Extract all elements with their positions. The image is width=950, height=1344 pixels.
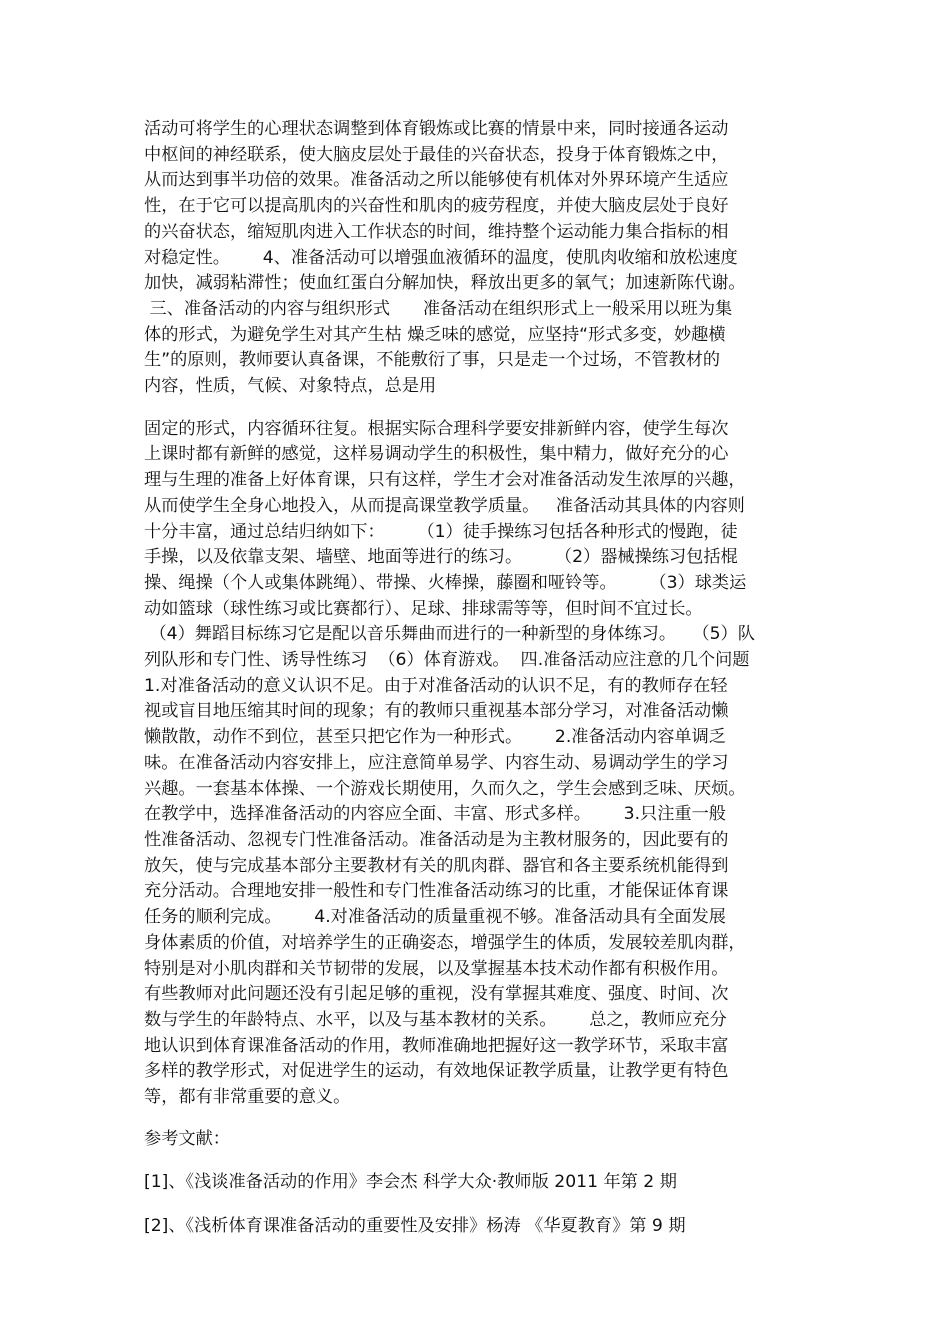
text-line: 任务的顺利完成。 4.对准备活动的质量重视不够。准备活动具有全面发展 <box>144 907 726 928</box>
text-line: （4）舞蹈目标练习它是配以音乐舞曲而进行的一种新型的身体练习。 （5）队 <box>144 624 755 645</box>
text-line: 固定的形式，内容循环往复。根据实际合理科学要安排新鲜内容，使学生每次 <box>144 418 729 439</box>
body-paragraph-2 <box>144 417 816 1111</box>
text-line: 有些教师对此问题还没有引起足够的重视，没有掌握其难度、强度、时间、次 <box>144 984 729 1005</box>
text-line: 视或盲目地压缩其时间的现象；有的教师只重视基本部分学习，对准备活动懒 <box>144 701 729 722</box>
body-paragraph-1 <box>144 117 816 400</box>
text-line: 特别是对小肌肉群和关节韧带的发展，以及掌握基本技术动作都有积极作用。 <box>144 958 729 979</box>
text-line: 活动可将学生的心理状态调整到体育锻炼或比赛的情景中来，同时接通各运动 <box>144 119 729 139</box>
text-line: 数与学生的年龄特点、水平，以及与基本教材的关系。 总之，教师应充分 <box>144 1009 727 1030</box>
text-line: 体的形式，为避免学生对其产生枯 燥乏味的感觉，应坚持“形式多变，妙趣横 <box>144 324 726 345</box>
text-line: 列队形和专门性、诱导性练习 （6）体育游戏。 四.准备活动应注意的几个问题 <box>144 650 750 671</box>
text-line: 多样的教学形式，对促进学生的运动，有效地保证教学质量，让教学更有特色 <box>144 1061 729 1082</box>
references-heading: 参考文献： <box>144 1128 230 1149</box>
text-line: 1.对准备活动的意义认识不足。由于对准备活动的认识不足，有的教师存在轻 <box>144 675 728 696</box>
text-line: 懒散散，动作不到位，甚至只把它作为一种形式。 2.准备活动内容单调乏 <box>144 727 726 748</box>
text-line: 充分活动。合理地安排一般性和专门性准备活动练习的比重，才能保证体育课 <box>144 881 729 902</box>
reference-item: [2]、《浅析体育课准备活动的重要性及安排》杨涛 《华夏教育》第 9 期 <box>144 1216 686 1237</box>
text-line: 上课时都有新鲜的感觉，这样易调动学生的积极性，集中精力，做好充分的心 <box>144 444 729 465</box>
text-line: 在教学中，选择准备活动的内容应全面、丰富、形式多样。 3.只注重一般 <box>144 804 726 825</box>
text-line: 性，在于它可以提高肌肉的兴奋性和肌肉的疲劳程度，并使大脑皮层处于良好 <box>144 196 729 217</box>
text-line: 理与生理的准备上好体育课，只有这样，学生才会对准备活动发生浓厚的兴趣， <box>144 470 746 491</box>
text-line: 等，都有非常重要的意义。 <box>144 1087 351 1108</box>
text-line: 对稳定性。 4、准备活动可以增强血液循环的温度，使肌肉收缩和放松速度 <box>144 247 738 268</box>
text-line: 中枢间的神经联系，使大脑皮层处于最佳的兴奋状态，投身于体育锻炼之中， <box>144 144 729 165</box>
text-line: 地认识到体育课准备活动的作用，教师准确地把握好这一教学环节，采取丰富 <box>144 1035 729 1056</box>
text-line: 十分丰富，通过总结归纳如下： （1）徒手操练习包括各种形式的慢跑，徒 <box>144 521 738 542</box>
text-line: 操、绳操（个人或集体跳绳）、带操、火棒操，藤圈和哑铃等。 （3）球类运 <box>144 572 747 593</box>
text-line: 的兴奋状态，缩短肌肉进入工作状态的时间，维持整个运动能力集合指标的相 <box>144 221 729 242</box>
text-line: 身体素质的价值，对培养学生的正确姿态，增强学生的体质，发展较差肌肉群， <box>144 932 746 953</box>
reference-item: [1]、《浅谈准备活动的作用》李会杰 科学大众·教师版 2011 年第 2 期 <box>144 1172 677 1193</box>
text-line: 生”的原则，教师要认真备课，不能敷衍了事，只是走一个过场，不管教材的 <box>144 350 721 371</box>
document-page <box>144 117 816 1240</box>
text-line: 内容，性质，气候、对象特点，总是用 <box>144 376 437 397</box>
text-line: 手操，以及依靠支架、墙壁、地面等进行的练习。 （2）器械操练习包括棍 <box>144 547 738 568</box>
text-line: 从而达到事半功倍的效果。准备活动之所以能够使有机体对外界环境产生适应 <box>144 170 729 191</box>
text-line: 三、准备活动的内容与组织形式 准备活动在组织形式上一般采用以班为集 <box>144 298 733 319</box>
text-line: 从而使学生全身心地投入，从而提高课堂教学质量。 准备活动其具体的内容则 <box>144 495 745 516</box>
text-line: 放矢，使与完成基本部分主要教材有关的肌肉群、器官和各主要系统机能得到 <box>144 855 729 876</box>
text-line: 加快，减弱粘滞性；使血红蛋白分解加快，释放出更多的氧气；加速新陈代谢。 <box>144 273 746 294</box>
text-line: 动如篮球（球性练习或比赛都行）、足球、排球需等等，但时间不宜过长。 <box>144 598 703 619</box>
text-line: 味。在准备活动内容安排上，应注意简单易学、内容生动、易调动学生的学习 <box>144 752 729 773</box>
text-line: 性准备活动、忽视专门性准备活动。准备活动是为主教材服务的，因此要有的 <box>144 829 729 850</box>
text-line: 兴趣。一套基本体操、一个游戏长期使用，久而久之，学生会感到乏味、厌烦。 <box>144 778 746 799</box>
